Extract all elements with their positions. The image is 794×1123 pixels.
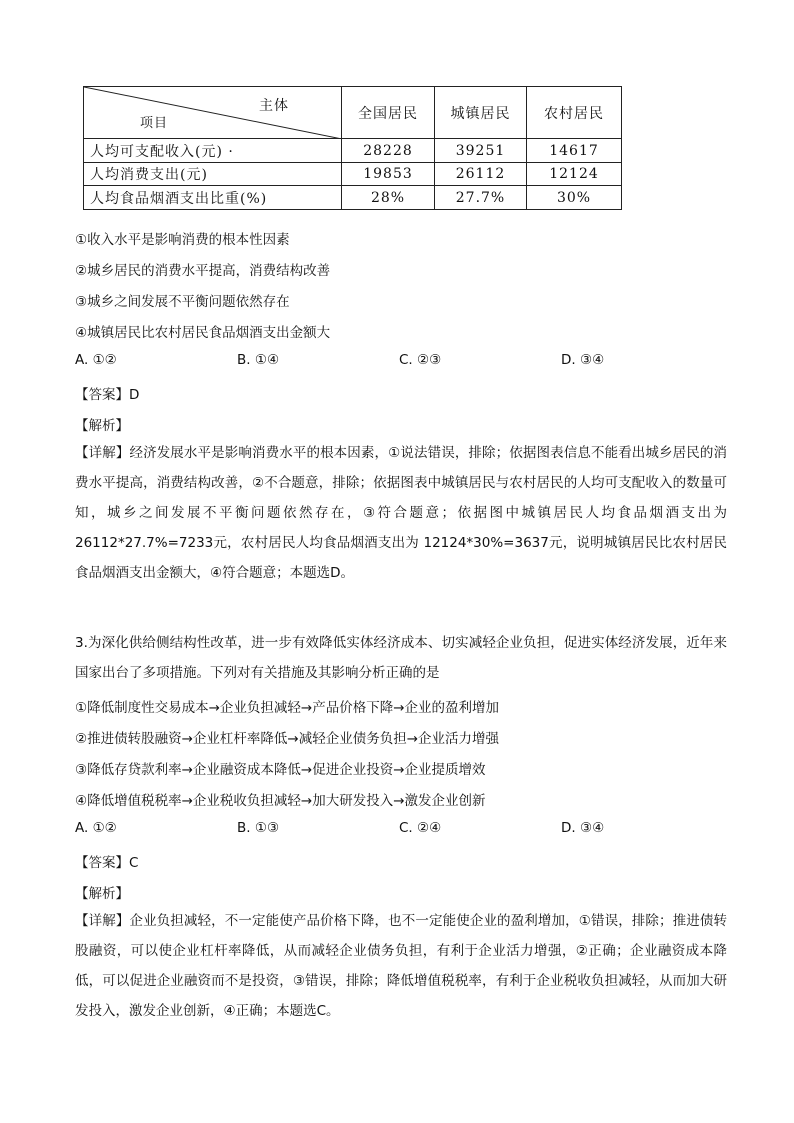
table-cell: 14617: [549, 142, 599, 159]
corner-bottom-label: 项目: [140, 116, 169, 131]
table-cell: 12124: [549, 166, 599, 182]
table-cell: 30%: [556, 189, 592, 206]
column-header: 农村居民: [544, 105, 604, 122]
diagonal-line: [84, 87, 342, 139]
q2-option-a: A. ①②: [75, 352, 117, 368]
table-cell: 39251: [435, 139, 527, 162]
q3-option-c: C. ②④: [399, 820, 442, 836]
column-header: 全国居民: [342, 87, 435, 138]
q3-answer: 【答案】C: [75, 855, 139, 871]
q3-analysis-heading: 【解析】: [75, 886, 129, 902]
q3-option-a: A. ①②: [75, 820, 117, 836]
q3-stem: 3.为深化供给侧结构性改革，进一步有效降低实体经济成本、切实减轻企业负担，促进实体经济发展，近年来国家出台了多项措施。下列对有关措施及其影响分析正确的是: [75, 635, 727, 681]
table-header-row: [84, 87, 621, 139]
q3-statement-4: ④降低增值税税率→企业税收负担减轻→加大研发投入→激发企业创新: [75, 793, 486, 809]
table-cell: 27.7%: [435, 186, 527, 209]
q2-answer: 【答案】D: [75, 387, 140, 403]
table-row: [84, 163, 621, 186]
q2-detail: 【详解】经济发展水平是影响消费水平的根本因素，①说法错误，排除；依据图表信息不能看出城乡居民的消费水平提高，消费结构改善，②不合题意，排除；依据图表中城镇居民与农村居民的人均可支配收入的数量可知，城乡之间发展不平衡问题依然存在，③符合题意；依据图中城镇居民人均食品烟酒支出为26112*27.7%=7233元，农村居民人均食品烟酒支出为 12124*30%=3637元，说明城镇居民比农村居民食品烟酒支出金额大，④符合题意；本题选D。: [75, 445, 727, 581]
row-label: 人均可支配收入(元) ·: [84, 139, 342, 162]
q3-detail: 【详解】企业负担减轻，不一定能使产品价格下降，也不一定能使企业的盈利增加，①错误，排除；推进债转股融资，可以使企业杠杆率降低，从而减轻企业债务负担，有利于企业活力增强，②正确；企业融资成本降低，可以促进企业融资而不是投资，③错误，排除；降低增值税税率，有利于企业税收负担减轻，从而加大研发投入，激发企业创新，④正确；本题选C。: [75, 913, 727, 1019]
q3-statement-1: ①降低制度性交易成本→企业负担减轻→产品价格下降→企业的盈利增加: [75, 700, 500, 716]
corner-top-label: 主体: [259, 98, 289, 114]
q2-statement-2: ②城乡居民的消费水平提高，消费结构改善: [75, 263, 331, 279]
table-cell: 26112: [435, 163, 527, 185]
q2-option-b: B. ①④: [237, 352, 280, 368]
q3-statement-3: ③降低存贷款利率→企业融资成本降低→促进企业投资→企业提质增效: [75, 762, 486, 778]
table-row: [84, 139, 621, 163]
table-corner-cell: [84, 87, 342, 138]
q3-option-b: B. ①③: [237, 820, 280, 836]
q3-option-d: D. ③④: [561, 820, 605, 836]
q2-analysis-heading: 【解析】: [75, 418, 129, 434]
q2-statement-3: ③城乡之间发展不平衡问题依然存在: [75, 294, 290, 310]
income-table: [83, 86, 622, 210]
row-label: 人均消费支出(元): [84, 163, 342, 185]
row-label: 人均食品烟酒支出比重(%): [84, 186, 342, 209]
table-cell: 28%: [342, 186, 435, 209]
q2-statement-1: ①收入水平是影响消费的根本性因素: [75, 232, 290, 248]
q2-statement-4: ④城镇居民比农村居民食品烟酒支出金额大: [75, 325, 331, 341]
q3-statement-2: ②推进债转股融资→企业杠杆率降低→减轻企业债务负担→企业活力增强: [75, 731, 500, 747]
table-cell: 28228: [342, 139, 435, 162]
column-header: 城镇居民: [435, 87, 527, 138]
table-row: [84, 186, 621, 209]
q2-option-c: C. ②③: [399, 352, 442, 368]
table-cell: 19853: [342, 163, 435, 185]
q2-option-d: D. ③④: [561, 352, 605, 368]
